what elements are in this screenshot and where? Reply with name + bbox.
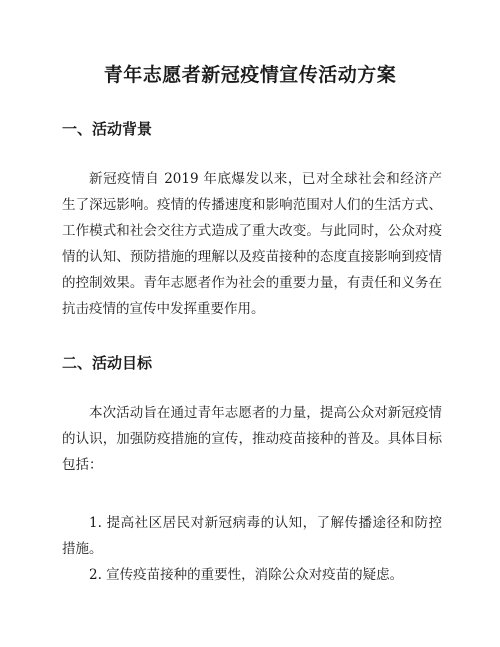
section-paragraph-goals: 本次活动旨在通过青年志愿者的力量，提高公众对新冠疫情的认识，加强防疫措施的宣传，推动疫苗接种的普及。具体目标包括： (62, 405, 442, 473)
section-heading-background: 一、活动背景 (62, 120, 153, 138)
section-heading-goals: 二、活动目标 (62, 354, 153, 372)
goal-list-item: 2. 宣传疫苗接种的重要性，消除公众对疫苗的疑虑。 (89, 567, 404, 583)
goal-list-item: 1. 提高社区居民对新冠病毒的认知，了解传播途径和防控措施。 (62, 515, 442, 557)
document-title: 青年志愿者新冠疫情宣传活动方案 (103, 64, 397, 86)
section-paragraph-background: 新冠疫情自 2019 年底爆发以来，已对全球社会和经济产生了深远影响。疫情的传播速度和影响范围对人们的生活方式、工作模式和社会交往方式造成了重大改变。与此同时，公众对疫情的认知、预防措施的理解以及疫苗接种的态度直接影响到疫情的控制效果。青年志愿者作为社会的重要力量，有责任和义务在抗击疫情的宣传中发挥重要作用。 (62, 171, 442, 317)
